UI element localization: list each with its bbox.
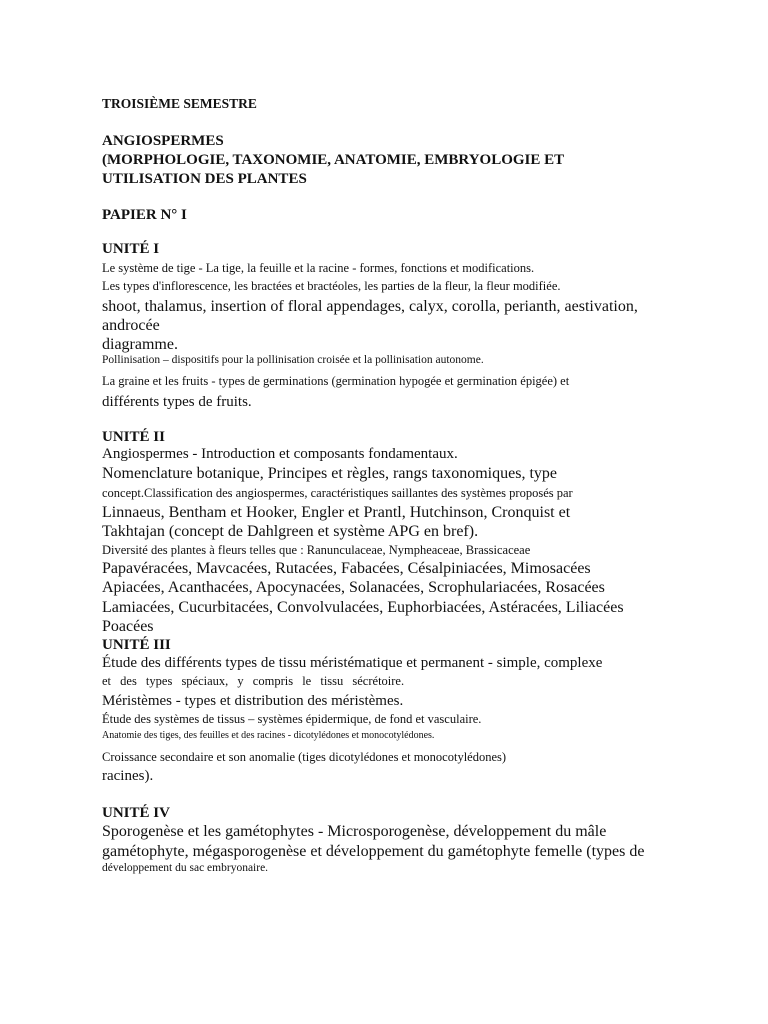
unit-1-line: Pollinisation – dispositifs pour la pollinisation croisée et la pollinisation autonome.	[102, 354, 484, 366]
unit-2-line: Nomenclature botanique, Principes et règles, rangs taxonomiques, type	[102, 465, 557, 482]
unit-2-line: Apiacées, Acanthacées, Apocynacées, Solanacées, Scrophulariacées, Rosacées	[102, 579, 605, 596]
unit-2-line: Linnaeus, Bentham et Hooker, Engler et Prantl, Hutchinson, Cronquist et	[102, 504, 571, 521]
unit-1-line: diagramme.	[102, 336, 178, 353]
unit-2-line: Papavéracées, Mavcacées, Rutacées, Fabacées, Césalpiniacées, Mimosacées	[102, 560, 591, 577]
unit-1-line: Les types d'inflorescence, les bractées et bractéoles, les parties de la fleur, la fleur modifiée.	[102, 279, 561, 293]
unit-4-line: Sporogenèse et les gamétophytes - Microsporogenèse, développement du mâle	[102, 823, 607, 840]
unit-1-line: androcée	[102, 317, 160, 334]
unit-4-line: gamétophyte, mégasporogenèse et développement du gamétophyte femelle (types de	[102, 843, 645, 860]
unit-3-line: Croissance secondaire et son anomalie (tiges dicotylédones et monocotylédones)	[102, 750, 507, 764]
unit-3-line: racines).	[102, 768, 154, 784]
unit-2-line: Angiospermes - Introduction et composants fondamentaux.	[102, 446, 458, 462]
title-line-1: ANGIOSPERMES	[102, 133, 224, 149]
unit-4-heading: UNITÉ IV	[102, 805, 170, 821]
unit-3-line: Étude des différents types de tissu méristématique et permanent - simple, complexe	[102, 655, 603, 671]
unit-2-line: Diversité des plantes à fleurs telles que : Ranunculaceae, Nympheaceae, Brassicaceae	[102, 543, 531, 557]
unit-1-line: Le système de tige - La tige, la feuille et la racine - formes, fonctions et modifications.	[102, 261, 535, 275]
unit-2-line: Takhtajan (concept de Dahlgreen et système APG en bref).	[102, 523, 479, 540]
unit-4-line: développement du sac embryonaire.	[102, 862, 269, 874]
title-line-3: UTILISATION DES PLANTES	[102, 171, 307, 187]
unit-1-line: La graine et les fruits - types de germinations (germination hypogée et germination épigée) et	[102, 374, 570, 388]
unit-3-line: Étude des systèmes de tissus – systèmes épidermique, de fond et vasculaire.	[102, 712, 482, 726]
unit-3-line: et des types spéciaux, y compris le tissu sécrétoire.	[102, 674, 405, 688]
title-line-2: (MORPHOLOGIE, TAXONOMIE, ANATOMIE, EMBRYOLOGIE ET	[102, 152, 565, 168]
unit-3-line: Anatomie des tiges, des feuilles et des racines - dicotylédones et monocotylédones.	[102, 730, 435, 741]
unit-2-line: Lamiacées, Cucurbitacées, Convolvulacées, Euphorbiacées, Astéracées, Liliacées	[102, 599, 624, 616]
unit-1-line: différents types de fruits.	[102, 394, 252, 410]
paper-heading: PAPIER N° I	[102, 207, 187, 223]
semester-heading: TROISIÈME SEMESTRE	[102, 96, 257, 111]
unit-2-line: Poacées	[102, 618, 154, 635]
unit-1-heading: UNITÉ I	[102, 241, 160, 257]
unit-3-line: Méristèmes - types et distribution des méristèmes.	[102, 693, 404, 709]
unit-3-heading: UNITÉ III	[102, 637, 171, 653]
unit-2-heading: UNITÉ II	[102, 429, 165, 445]
unit-2-line: concept.Classification des angiospermes, caractéristiques saillantes des systèmes proposés par	[102, 486, 573, 500]
unit-1-line: shoot, thalamus, insertion of floral appendages, calyx, corolla, perianth, aestivation,	[102, 298, 638, 315]
